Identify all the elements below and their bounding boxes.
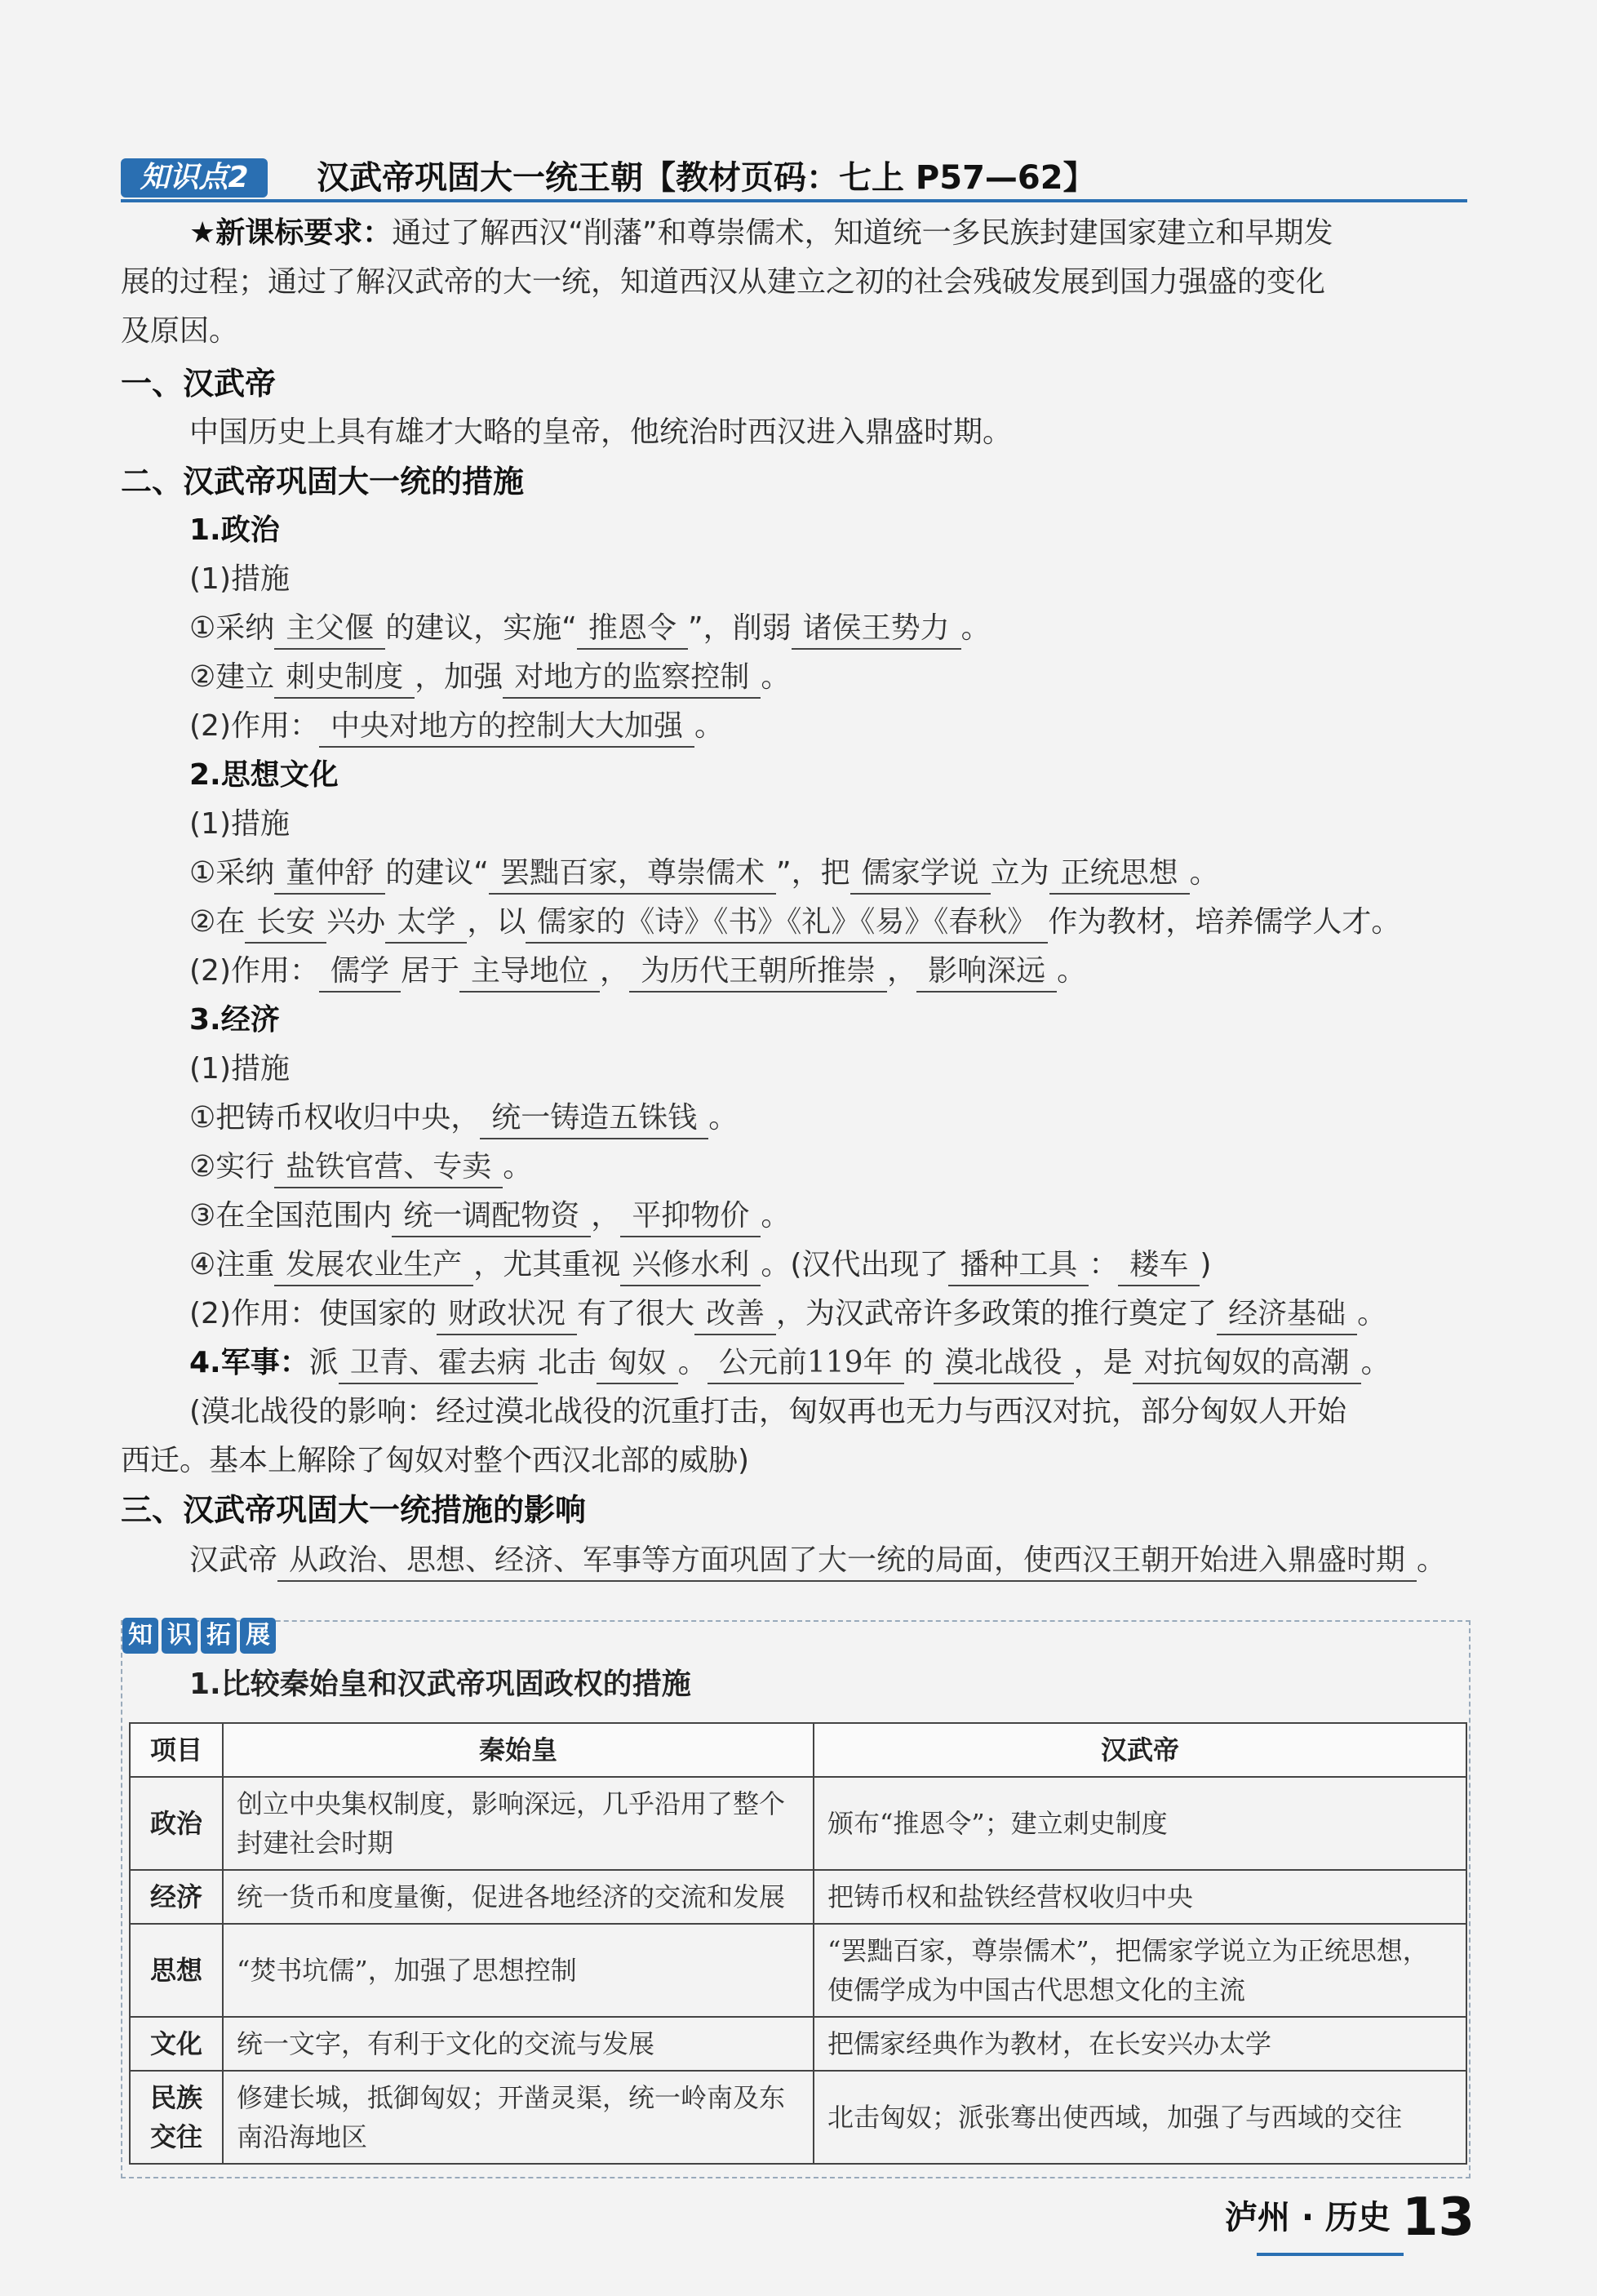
answer-blank: 经济基础	[1217, 1295, 1357, 1335]
table-row: 文化 统一文字，有利于文化的交流与发展 把儒家经典作为教材，在长安兴办太学	[130, 2017, 1466, 2071]
table-row: 民族交往 修建长城，抵御匈奴；开凿灵渠，统一岭南及东南沿海地区 北击匈奴；派张骞出使西域，加强了与西域的交往	[130, 2071, 1466, 2164]
economy-measure-4: ④注重 发展农业生产 ，尤其重视 兴修水利 。(汉代出现了 播种工具 ： 耧车 )	[189, 1246, 1211, 1286]
knowledge-extension-badge: 知 识 拓 展	[122, 1618, 276, 1654]
answer-blank: 儒学	[319, 952, 401, 993]
answer-blank: 从政治、思想、经济、军事等方面巩固了大一统的局面，使西汉王朝开始进入鼎盛时期	[277, 1541, 1417, 1582]
economy-measure-3: ③在全国范围内 统一调配物资 ， 平抑物价 。	[189, 1197, 790, 1237]
economy-title: 3.经济	[189, 1003, 280, 1037]
culture-effect: (2)作用： 儒学 居于 主导地位 ， 为历代王朝所推崇 ， 影响深远 。	[189, 952, 1086, 993]
culture-measure-1: ①采纳 董仲舒 的建议“ 罢黜百家，尊崇儒术 ”，把 儒家学说 立为 正统思想 。	[189, 854, 1219, 895]
answer-blank: 主导地位	[459, 952, 600, 993]
answer-blank: 正统思想	[1049, 854, 1190, 895]
answer-blank: 中央对地方的控制大大加强	[319, 707, 694, 748]
table-row: 经济 统一货币和度量衡，促进各地经济的交流和发展 把铸币权和盐铁经营权收归中央	[130, 1870, 1466, 1924]
answer-blank: 耧车	[1118, 1246, 1200, 1286]
footer-underline	[1257, 2253, 1404, 2256]
economy-effect: (2)作用：使国家的 财政状况 有了很大 改善 ，为汉武帝许多政策的推行奠定了 经济基础 。	[189, 1295, 1386, 1335]
answer-blank: 推恩令	[577, 609, 688, 650]
answer-blank: 诸侯王势力	[792, 609, 961, 650]
table-row: 思想 “焚书坑儒”，加强了思想控制 “罢黜百家，尊崇儒术”，把儒家学说立为正统思想，使儒学成为中国古代思想文化的主流	[130, 1924, 1466, 2017]
politics-measure-2: ②建立 刺史制度 ，加强 对地方的监察控制 。	[189, 658, 790, 699]
page-number: 13	[1401, 2187, 1475, 2248]
economy-measure-1: ①把铸币权收归中央， 统一铸造五铢钱 。	[189, 1099, 738, 1139]
answer-blank: 卫青、霍去病	[339, 1343, 538, 1384]
intro-line-1: ★新课标要求：通过了解西汉“削藩”和尊崇儒术，知道统一多民族封建国家建立和早期发	[189, 216, 1333, 250]
answer-blank: 刺史制度	[274, 658, 415, 699]
answer-blank: 盐铁官营、专卖	[274, 1148, 503, 1188]
col-header-item: 项目	[130, 1723, 223, 1777]
answer-blank: 改善	[694, 1295, 776, 1335]
extension-title: 1.比较秦始皇和汉武帝巩固政权的措施	[189, 1668, 691, 1701]
page-footer	[1225, 2187, 1475, 2248]
politics-title: 1.政治	[189, 513, 280, 547]
politics-measure-1: ①采纳 主父偃 的建议，实施“ 推恩令 ”，削弱 诸侯王势力 。	[189, 609, 991, 650]
col-header-qin: 秦始皇	[223, 1723, 814, 1777]
answer-blank: 财政状况	[437, 1295, 577, 1335]
answer-blank: 太学	[385, 903, 467, 944]
answer-blank: 匈奴	[597, 1343, 678, 1384]
economy-measure-2: ②实行 盐铁官营、专卖 。	[189, 1148, 532, 1188]
economy-measures: (1)措施	[189, 1052, 290, 1086]
answer-blank: 长安	[245, 903, 326, 944]
culture-measure-2: ②在 长安 兴办 太学 ，以 儒家的《诗》《书》《礼》《易》《春秋》 作为教材，培养儒学人才。	[189, 903, 1400, 944]
answer-blank: 播种工具	[948, 1246, 1089, 1286]
answer-blank: 统一铸造五铢钱	[480, 1099, 708, 1139]
answer-blank: 儒家学说	[850, 854, 991, 895]
col-header-han: 汉武帝	[814, 1723, 1466, 1777]
heading-s1: 一、汉武帝	[121, 366, 277, 402]
military-note-1: (漠北战役的影响：经过漠北战役的沉重打击，匈奴再也无力与西汉对抗，部分匈奴人开始	[189, 1395, 1347, 1428]
answer-blank: 罢黜百家，尊崇儒术	[489, 854, 776, 895]
answer-blank: 主父偃	[274, 609, 385, 650]
culture-measures: (1)措施	[189, 807, 290, 841]
heading-s3: 三、汉武帝巩固大一统措施的影响	[121, 1492, 587, 1528]
s3-text: 汉武帝 从政治、思想、经济、军事等方面巩固了大一统的局面，使西汉王朝开始进入鼎盛时期 。	[189, 1541, 1446, 1582]
section-header	[121, 155, 1467, 201]
answer-blank: 平抑物价	[620, 1197, 761, 1237]
culture-title: 2.思想文化	[189, 758, 339, 792]
answer-blank: 兴修水利	[620, 1246, 761, 1286]
knowledge-point-badge: 知识点2	[121, 158, 268, 198]
answer-blank: 对抗匈奴的高潮	[1133, 1343, 1361, 1384]
answer-blank: 漠北战役	[934, 1343, 1074, 1384]
answer-blank: 董仲舒	[274, 854, 385, 895]
answer-blank: 为历代王朝所推崇	[629, 952, 887, 993]
answer-blank: 统一调配物资	[392, 1197, 591, 1237]
footer-label: 泸州 · 历史	[1224, 2199, 1391, 2236]
answer-blank: 影响深远	[916, 952, 1057, 993]
section-title: 汉武帝巩固大一统王朝【教材页码：七上 P57—62】	[317, 159, 1096, 197]
intro-line-3: 及原因。	[121, 314, 239, 348]
answer-blank: 公元前119年	[708, 1343, 904, 1384]
intro-line-2: 展的过程；通过了解汉武帝的大一统，知道西汉从建立之初的社会残破发展到国力强盛的变化	[121, 265, 1326, 299]
military-note-2: 西迁。基本上解除了匈奴对整个西汉北部的威胁)	[121, 1444, 750, 1477]
heading-s2: 二、汉武帝巩固大一统的措施	[121, 464, 525, 500]
header-underline	[121, 199, 1467, 202]
comparison-table	[129, 1722, 1467, 2165]
answer-blank: 对地方的监察控制	[503, 658, 761, 699]
politics-measures: (1)措施	[189, 562, 290, 596]
table-header-row	[130, 1723, 1466, 1777]
answer-blank: 儒家的《诗》《书》《礼》《易》《春秋》	[526, 903, 1048, 944]
politics-effect: (2)作用： 中央对地方的控制大大加强 。	[189, 707, 724, 748]
table-row: 政治 创立中央集权制度，影响深远，几乎沿用了整个封建社会时期 颁布“推恩令”；建立刺史制度	[130, 1777, 1466, 1870]
s1-text: 中国历史上具有雄才大略的皇帝，他统治时西汉进入鼎盛时期。	[189, 415, 1013, 449]
answer-blank: 发展农业生产	[274, 1246, 473, 1286]
military-line: 4.军事：派 卫青、霍去病 北击 匈奴 。 公元前119年 的 漠北战役 ，是 对抗匈奴的高潮 。	[189, 1343, 1391, 1384]
